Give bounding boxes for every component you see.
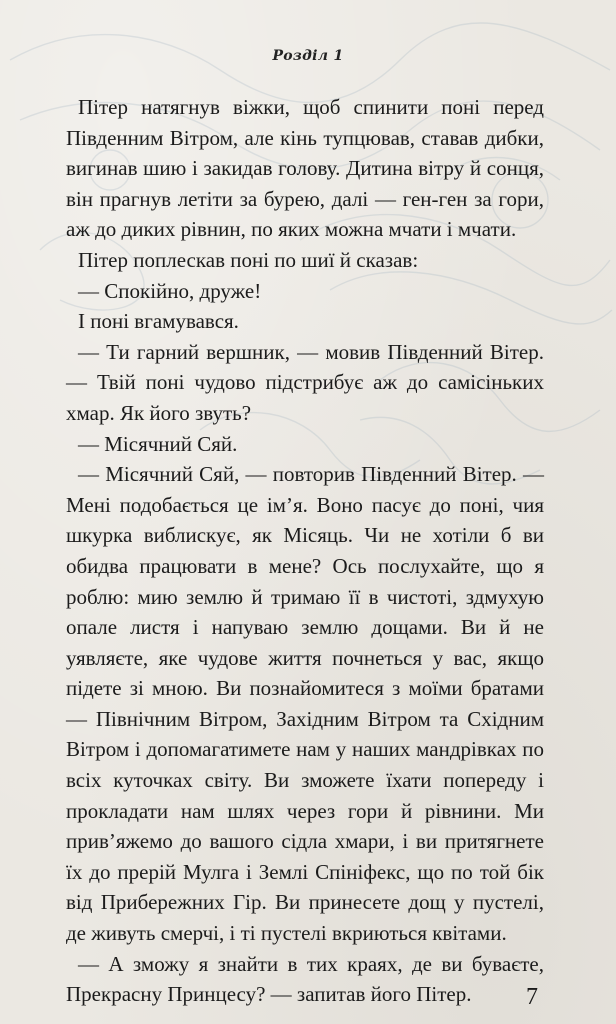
- paragraph: — Ти гарний вершник, — мовив Південний Вітер. — Твій поні чудово підстрибує аж до самісіньких хмар. Як його звуть?: [66, 339, 544, 425]
- paragraph: — А зможу я знайти в тих краях, де ви буваєте, Прекрасну Принцесу? — запитав його Пітер.: [66, 951, 544, 1007]
- chapter-header: Розділ 1: [272, 48, 344, 64]
- page-body: [66, 92, 544, 1010]
- paragraph: — Місячний Сяй.: [78, 431, 238, 456]
- paragraph: І поні вгамувався.: [78, 309, 239, 334]
- paragraph: Пітер поплескав поні по шиї й сказав:: [78, 247, 419, 272]
- paragraph: Пітер натягнув віжки, щоб спинити поні перед Південним Вітром, але кінь тупцював, ставав дибки, вигинав шию і закидав голову. Дитина вітру й сонця, він прагнув летіти за бурею, далі — ген-ген за гори, аж до диких рівнин, по яких можна мчати і мчати.: [66, 95, 544, 242]
- paragraph: — Спокійно, друже!: [78, 278, 262, 303]
- paragraph: — Місячний Сяй, — повторив Південний Вітер. — Мені подобається це ім’я. Воно пасує до поні, чия шкурка виблискує, як Місяць. Чи не хотіли б ви обидва працювати в мене? Ось послухайте, що я роблю: мию землю й тримаю її в чистоті, здмухую опале листя і напуваю землю дощами. Ви й не уявляєте, яке чудове життя почнеться у вас, якщо підете зі мною. Ви познайомитеся з моїми братами — Північним Вітром, Західним Вітром та Східним Вітром і допомагатимете нам у наших мандрівках по всіх куточках світу. Ви зможете їхати попереду і прокладати нам шлях через гори й рівнини. Ми прив’яжемо до вашого сідла хмари, і ви притягнете їх до прерій Мулга і Землі Спініфекс, що по той бік від Прибережних Гір. Ви принесете дощ у пустелі, де живуть смерчі, і ті пустелі вкриються квітами.: [66, 462, 544, 946]
- page-number: 7: [526, 984, 538, 1010]
